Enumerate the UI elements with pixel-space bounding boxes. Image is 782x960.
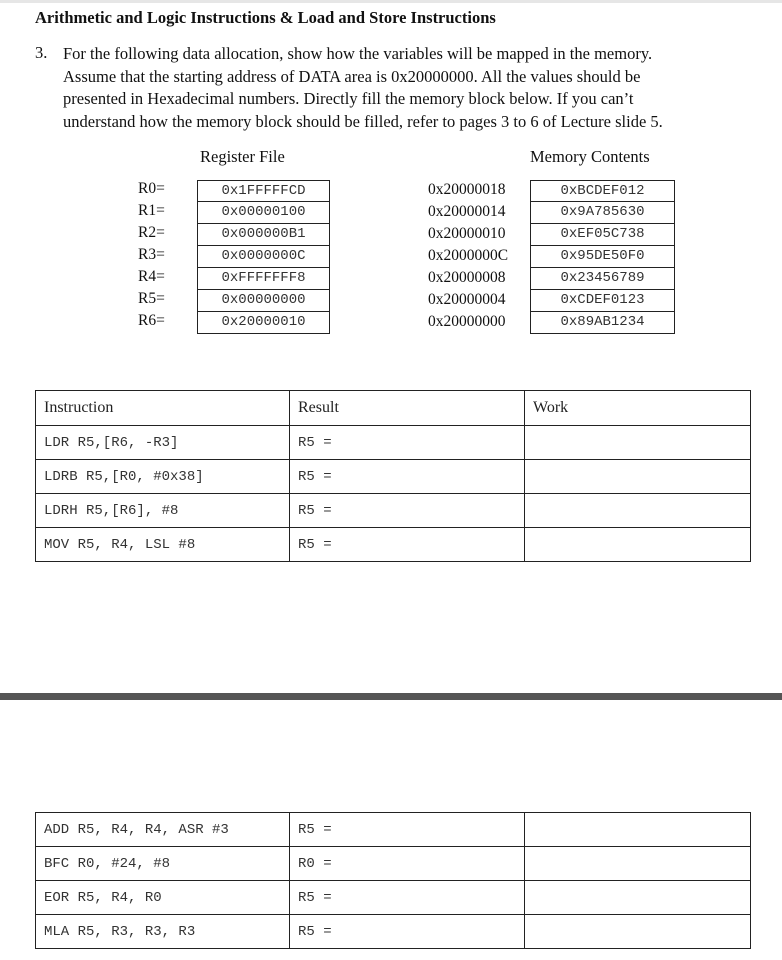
page-divider (0, 693, 782, 700)
work-cell[interactable] (525, 847, 751, 881)
memory-value: 0xBCDEF012 (530, 180, 675, 202)
table-row (36, 915, 751, 949)
result-cell[interactable]: R0 = (290, 847, 525, 881)
memory-address: 0x20000008 (428, 269, 506, 286)
register-value-r2: 0x000000B1 (197, 223, 330, 246)
instruction-cell: MLA R5, R3, R3, R3 (36, 915, 290, 949)
work-cell[interactable] (525, 813, 751, 847)
memory-value: 0xEF05C738 (530, 223, 675, 246)
register-label-r3: R3= (138, 246, 165, 263)
result-cell[interactable]: R5 = (290, 813, 525, 847)
register-value-r1: 0x00000100 (197, 201, 330, 224)
question-number: 3. (35, 43, 48, 62)
register-label-r6: R6= (138, 312, 165, 329)
table-row (36, 881, 751, 915)
memory-value: 0x95DE50F0 (530, 245, 675, 268)
memory-value: 0xCDEF0123 (530, 289, 675, 312)
result-cell[interactable]: R5 = (290, 881, 525, 915)
question-line: understand how the memory block should be filled, refer to pages 3 to 6 of Lecture slide 5. (63, 111, 663, 131)
memory-address: 0x20000018 (428, 181, 506, 198)
register-label-r2: R2= (138, 224, 165, 241)
header-instruction: Instruction (36, 391, 290, 426)
register-label-r0: R0= (138, 180, 165, 197)
register-label-r5: R5= (138, 290, 165, 307)
result-cell[interactable]: R5 = (290, 426, 525, 460)
instruction-cell: MOV R5, R4, LSL #8 (36, 528, 290, 562)
memory-address: 0x20000014 (428, 203, 506, 220)
result-cell[interactable]: R5 = (290, 528, 525, 562)
instruction-cell: LDRB R5,[R0, #0x38] (36, 460, 290, 494)
table-row (36, 426, 751, 460)
memory-contents-title: Memory Contents (530, 147, 650, 166)
work-cell[interactable] (525, 881, 751, 915)
register-file-title: Register File (200, 147, 285, 166)
question-text (63, 43, 753, 133)
question-line: For the following data allocation, show how the variables will be mapped in the memory. (63, 44, 653, 63)
register-value-r5: 0x00000000 (197, 289, 330, 312)
table-row (36, 528, 751, 562)
table-row (36, 494, 751, 528)
register-value-r3: 0x0000000C (197, 245, 330, 268)
work-cell[interactable] (525, 494, 751, 528)
instruction-cell: LDRH R5,[R6], #8 (36, 494, 290, 528)
register-value-r0: 0x1FFFFFCD (197, 180, 330, 202)
instruction-cell: EOR R5, R4, R0 (36, 881, 290, 915)
table-row (36, 813, 751, 847)
result-cell[interactable]: R5 = (290, 460, 525, 494)
header-work: Work (525, 391, 751, 426)
question-line: presented in Hexadecimal numbers. Directly fill the memory block below. If you can’t (63, 89, 634, 108)
table-row (36, 460, 751, 494)
memory-value: 0x9A785630 (530, 201, 675, 224)
table-header-row (36, 391, 751, 426)
memory-address: 0x20000000 (428, 313, 506, 330)
page-heading: Arithmetic and Logic Instructions & Load and Store Instructions (35, 8, 496, 27)
question-line: Assume that the starting address of DATA area is 0x20000000. All the values should be (63, 66, 641, 86)
work-cell[interactable] (525, 528, 751, 562)
instruction-cell: BFC R0, #24, #8 (36, 847, 290, 881)
work-cell[interactable] (525, 915, 751, 949)
instruction-table-1 (35, 390, 751, 562)
register-value-r4: 0xFFFFFFF8 (197, 267, 330, 290)
result-cell[interactable]: R5 = (290, 915, 525, 949)
result-cell[interactable]: R5 = (290, 494, 525, 528)
top-border (0, 0, 782, 3)
header-result: Result (290, 391, 525, 426)
instruction-cell: ADD R5, R4, R4, ASR #3 (36, 813, 290, 847)
memory-address: 0x20000004 (428, 291, 506, 308)
register-label-r4: R4= (138, 268, 165, 285)
memory-address: 0x20000010 (428, 225, 506, 242)
table-row (36, 847, 751, 881)
register-label-r1: R1= (138, 202, 165, 219)
memory-value: 0x89AB1234 (530, 311, 675, 334)
work-cell[interactable] (525, 426, 751, 460)
instruction-cell: LDR R5,[R6, -R3] (36, 426, 290, 460)
instruction-table-2 (35, 812, 751, 949)
work-cell[interactable] (525, 460, 751, 494)
register-value-r6: 0x20000010 (197, 311, 330, 334)
memory-value: 0x23456789 (530, 267, 675, 290)
memory-address: 0x2000000C (428, 247, 509, 264)
